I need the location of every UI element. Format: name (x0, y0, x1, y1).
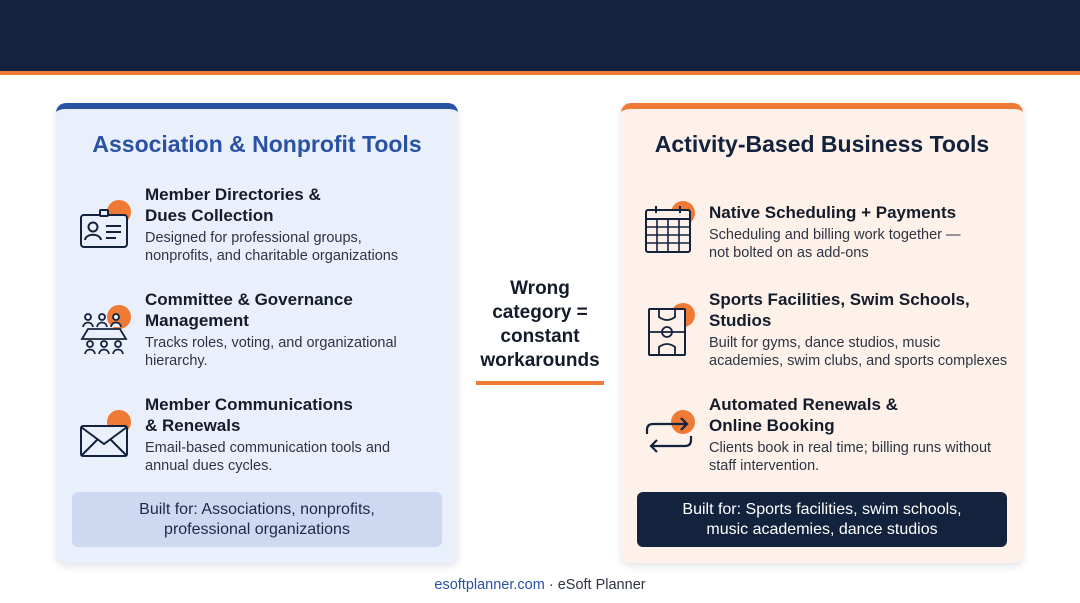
feature-title-line: Sports Facilities, Swim Schools, (709, 290, 970, 309)
built-for-line: Built for: Associations, nonprofits, (139, 500, 375, 518)
feature-title-line: Dues Collection (145, 206, 274, 225)
feature-desc-line: Designed for professional groups, (145, 230, 362, 246)
built-for-line: professional organizations (164, 520, 350, 538)
top-banner (0, 0, 1080, 71)
feature-desc-line: Email-based communication tools and (145, 440, 391, 456)
feature-title-line: Management (145, 311, 249, 330)
footer (0, 577, 1080, 593)
association-card-title: Association & Nonprofit Tools (92, 131, 422, 157)
feature-title-line: Committee & Governance (145, 290, 353, 309)
center-label-line: constant (500, 326, 580, 347)
activity-card-title: Activity-Based Business Tools (654, 131, 990, 157)
feature-desc-line: staff intervention. (709, 458, 820, 474)
feature-desc-line: academies, swim clubs, and sports complexes (709, 353, 1008, 369)
feature-desc-line: Clients book in real time; billing runs without (709, 440, 992, 456)
feature-desc-line: not bolted on as add-ons (709, 245, 869, 261)
feature-desc-line: annual dues cycles. (145, 458, 273, 474)
feature-desc-line: hierarchy. (145, 353, 208, 369)
footer-brand: eSoft Planner (557, 577, 646, 593)
wrong-category-label (470, 277, 610, 373)
id-card-icon (78, 198, 134, 254)
feature-title-line: Online Booking (709, 416, 835, 435)
feature-desc-line: nonprofits, and charitable organizations (145, 248, 399, 264)
feature-desc-line: Scheduling and billing work together — (709, 227, 961, 243)
center-underline (476, 381, 604, 385)
activity-built-for-box (637, 492, 1007, 547)
center-label-line: Wrong (510, 278, 570, 299)
footer-site-link[interactable]: esoftplanner.com (434, 577, 545, 593)
association-tools-card (56, 103, 458, 563)
feature-title-line: Automated Renewals & (709, 395, 898, 414)
center-label-line: workarounds (480, 350, 600, 371)
feature-title-line: Member Directories & (145, 185, 321, 204)
calendar-grid-icon (643, 200, 699, 256)
feature-title-line: Member Communications (145, 395, 353, 414)
feature-title-line: & Renewals (145, 416, 241, 435)
center-label-line: category = (492, 302, 588, 323)
repeat-arrows-icon (643, 406, 699, 462)
top-accent-stripe (0, 71, 1080, 75)
meeting-group-icon (78, 301, 134, 357)
footer-separator: · (544, 577, 558, 593)
built-for-line: Built for: Sports facilities, swim schools, (682, 500, 962, 518)
court-icon (643, 301, 699, 357)
feature-desc-line: Tracks roles, voting, and organizational (145, 335, 397, 351)
envelope-icon (78, 406, 134, 462)
activity-tools-card (621, 103, 1023, 563)
feature-title-line: Native Scheduling + Payments (709, 203, 957, 222)
feature-title-line: Studios (709, 311, 772, 330)
built-for-line: music academies, dance studios (706, 520, 938, 538)
association-built-for-box (72, 492, 442, 547)
feature-desc-line: Built for gyms, dance studios, music (709, 335, 941, 351)
